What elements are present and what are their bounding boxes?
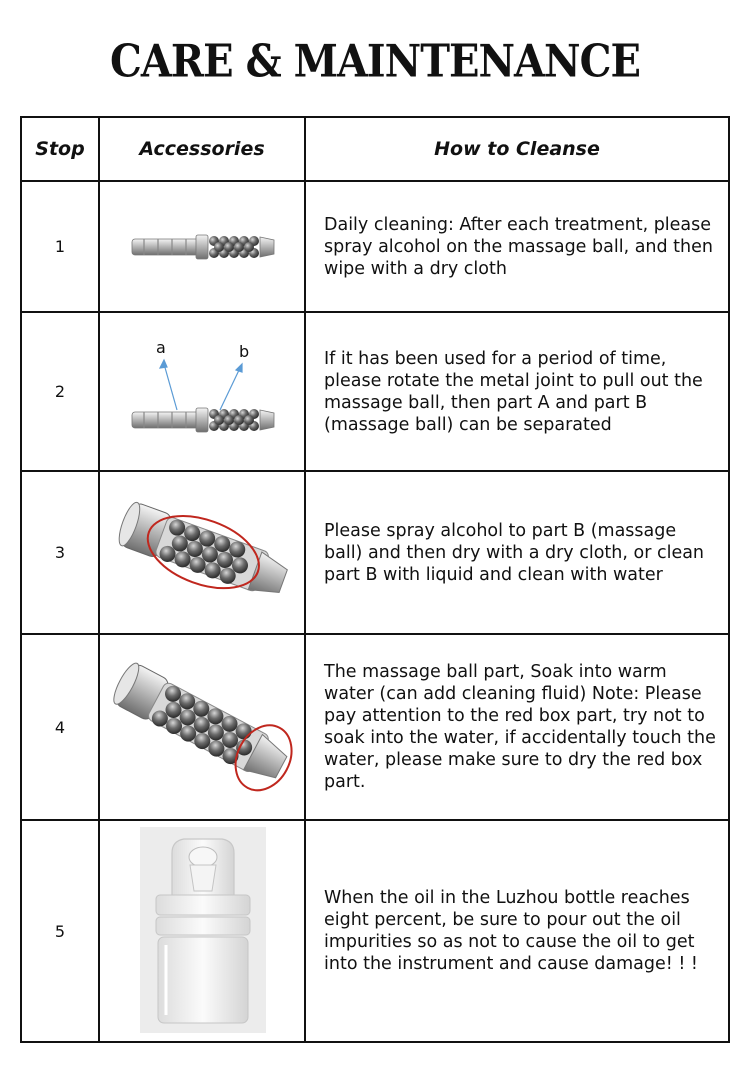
accessory-image-cell bbox=[99, 820, 305, 1042]
step-number: 1 bbox=[21, 181, 99, 312]
step-number: 3 bbox=[21, 471, 99, 634]
header-accessories: Accessories bbox=[99, 117, 305, 181]
cleanse-instructions: If it has been used for a period of time, please rotate the metal joint to pull out the massage ball, then part A and part B (massage ball) can be separated bbox=[305, 312, 729, 471]
accessory-image-cell bbox=[99, 181, 305, 312]
header-step: Stop bbox=[21, 117, 99, 181]
table-row bbox=[21, 820, 729, 1042]
cleanse-instructions: Daily cleaning: After each treatment, please spray alcohol on the massage ball, and then wipe with a dry cloth bbox=[305, 181, 729, 312]
massage-ball-part-icon bbox=[100, 478, 306, 628]
cleanse-instructions: When the oil in the Luzhou bottle reaches eight percent, be sure to pour out the oil impurities so as not to cause the oil to get into the instrument and cause damage! ! ! bbox=[305, 820, 729, 1042]
table-row bbox=[21, 312, 729, 471]
step-number: 2 bbox=[21, 312, 99, 471]
page-title: CARE & MAINTENANCE bbox=[110, 35, 640, 88]
header-row bbox=[21, 117, 729, 181]
table-row bbox=[21, 181, 729, 312]
part-a-label: a bbox=[156, 338, 166, 357]
header-how-to-cleanse: How to Cleanse bbox=[305, 117, 729, 181]
massage-wand-icon bbox=[128, 227, 278, 267]
accessory-image-cell bbox=[99, 471, 305, 634]
step-number: 5 bbox=[21, 820, 99, 1042]
accessory-image-cell bbox=[99, 312, 305, 471]
cleanse-instructions: Please spray alcohol to part B (massage ball) and then dry with a dry cloth, or clean part B with liquid and clean with water bbox=[305, 471, 729, 634]
accessory-image-cell bbox=[99, 634, 305, 820]
care-table bbox=[20, 116, 730, 1043]
disassembly-diagram-icon bbox=[100, 314, 306, 469]
cleanse-instructions: The massage ball part, Soak into warm water (can add cleaning fluid) Note: Please pay attention to the red box part, try not to soak into the water, if accidentally touch the water, please make sure to dry the red box part. bbox=[305, 634, 729, 820]
step-number: 4 bbox=[21, 634, 99, 820]
table-row bbox=[21, 634, 729, 820]
table-row bbox=[21, 471, 729, 634]
massage-ball-soak-icon bbox=[100, 642, 306, 812]
oil-bottle-icon bbox=[100, 825, 306, 1037]
part-b-label: b bbox=[239, 342, 250, 361]
